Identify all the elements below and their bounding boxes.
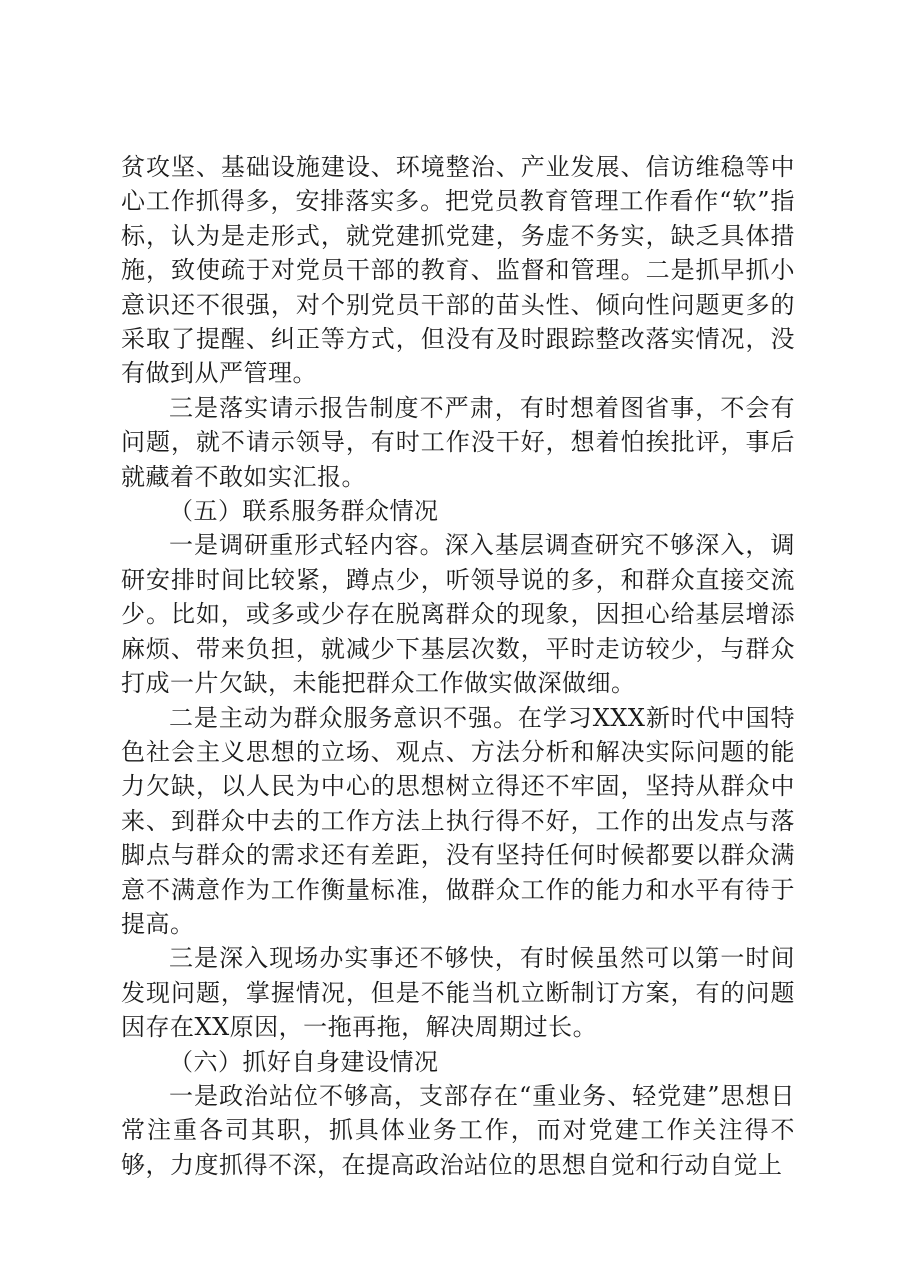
document-body xyxy=(121,150,795,1182)
paragraph-continuation: 贫攻坚、基础设施建设、环境整治、产业发展、信访维稳等中心工作抓得多，安排落实多。把党员教育管理工作看作“软”指标，认为是走形式，就党建抓党建，务虚不务实，缺乏具体措施，致使疏于对党员干部的教育、监督和管理。二是抓早抓小意识还不很强，对个别党员干部的苗头性、倾向性问题更多的采取了提醒、纠正等方式，但没有及时跟踪整改落实情况，没有做到从严管理。 xyxy=(121,153,795,388)
paragraph-service-awareness: 二是主动为群众服务意识不强。在学习XXX新时代中国特色社会主义思想的立场、观点、方法分析和解决实际问题的能力欠缺，以人民为中心的思想树立得还不牢固，坚持从群众中来、到群众中去的工作方法上执行得不好，工作的出发点与落脚点与群众的需求还有差距，没有坚持任何时候都要以群众满意不满意作为工作衡量标准，做群众工作的能力和水平有待于提高。 xyxy=(121,703,795,938)
section-heading-5: （五）联系服务群众情况 xyxy=(169,497,439,526)
paragraph-request-reporting: 三是落实请示报告制度不严肃，有时想着图省事，不会有问题，就不请示领导，有时工作没干好，想着怕挨批评，事后就藏着不敢如实汇报。 xyxy=(121,393,795,491)
paragraph-research: 一是调研重形式轻内容。深入基层调查研究不够深入，调研安排时间比较紧，蹲点少，听领导说的多，和群众直接交流少。比如，或多或少存在脱离群众的现象，因担心给基层增添麻烦、带来负担，就减少下基层次数，平时走访较少，与群众打成一片欠缺，未能把群众工作做实做深做细。 xyxy=(121,531,795,698)
section-heading-6: （六）抓好自身建设情况 xyxy=(169,1047,439,1076)
paragraph-political-stance: 一是政治站位不够高，支部存在“重业务、轻党建”思想日常注重各司其职，抓具体业务工作，而对党建工作关注得不够，力度抓得不深，在提高政治站位的思想自觉和行动自觉上 xyxy=(121,1081,795,1179)
paragraph-onsite-work: 三是深入现场办实事还不够快，有时候虽然可以第一时间发现问题，掌握情况，但是不能当机立断制订方案，有的问题因存在XX原因，一拖再拖，解决周期过长。 xyxy=(121,944,795,1042)
